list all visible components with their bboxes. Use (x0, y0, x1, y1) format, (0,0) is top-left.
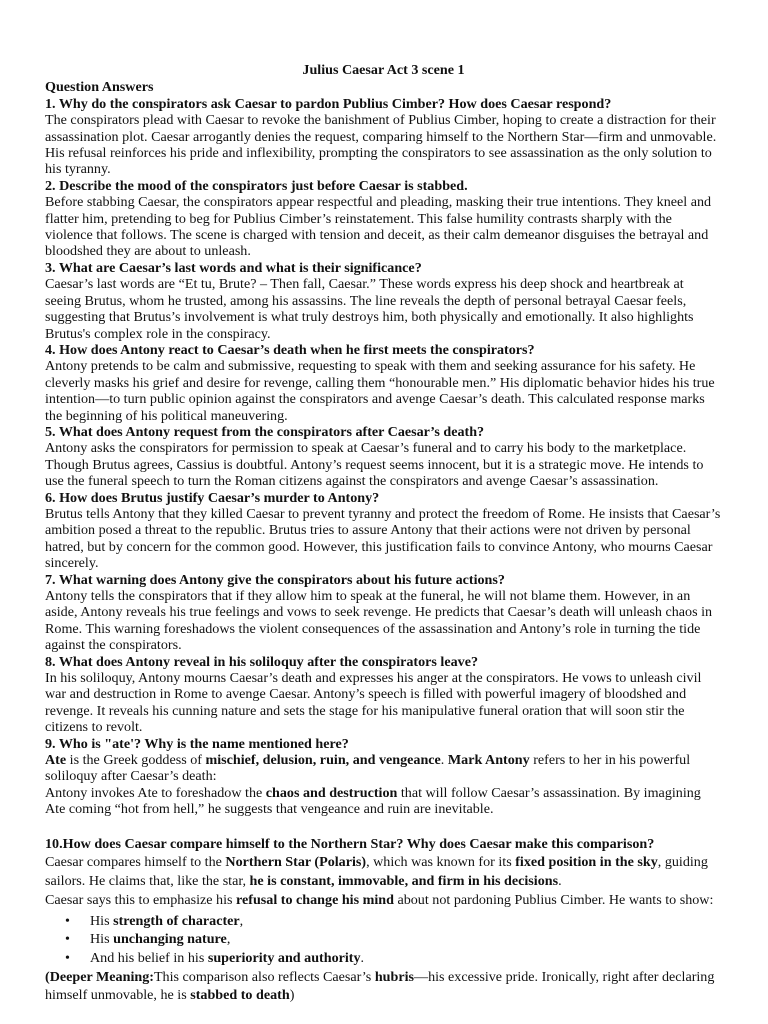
answer-7: Antony tells the conspirators that if they allow him to speak at the funeral, he will not blame them. However, in an aside, Antony reveals his true feelings and vows to seek revenge. He predicts that Caesar’s death will unleash chaos in Rome. This warning foreshadows the violent consequences of the assassination and Antony’s role in turning the tide against the conspirators. (45, 588, 713, 654)
question-9: 9. Who is "ate'? Why is the name mentioned here? (45, 735, 349, 752)
text-run: that will follow Caesar’s assassination. By imagining Ate coming “hot from hell,” he suggests that vengeance and ruin are inevitable. (45, 784, 701, 818)
bold-text: Ate (45, 752, 67, 769)
text-run: And his belief in his (90, 950, 208, 967)
bold-text: Northern Star (Polaris) (225, 854, 367, 871)
bold-text: unchanging nature (113, 931, 227, 948)
text-run: This comparison also reflects Caesar’s (153, 968, 375, 985)
text-run: , guiding sailors. He claims that, like the star, (45, 854, 708, 890)
answer-1: The conspirators plead with Caesar to revoke the banishment of Publius Cimber, hoping to create a distraction for their assassination plot. Caesar arrogantly denies the request, comparing himself to the Northern Star—firm and unmovable. His refusal reinforces his pride and inflexibility, prompting the conspirators to see assassination as the only solution to his tyranny. (45, 112, 717, 178)
bold-text: Mark Antony (447, 752, 530, 769)
question-4: 4. How does Antony react to Caesar’s death when he first meets the conspirators? (45, 341, 535, 358)
document-title: Julius Caesar Act 3 scene 1 (302, 62, 465, 78)
bullet-icon: • (65, 912, 70, 929)
bold-text: mischief, delusion, ruin, and vengeance (205, 752, 441, 769)
question-10: 10.How does Caesar compare himself to the Northern Star? Why does Caesar make this comparison? (45, 835, 655, 852)
text-run: . (440, 752, 448, 769)
text-run: ) (289, 987, 295, 1004)
text-run: His (90, 912, 114, 929)
text-run: . (558, 873, 562, 890)
answer-10-paragraph-1 (45, 853, 722, 891)
question-2: 2. Describe the mood of the conspirators just before Caesar is stabbed. (45, 177, 468, 194)
bullet-icon: • (65, 931, 70, 948)
deeper-meaning-paragraph (45, 968, 722, 1006)
answer-8: In his soliloquy, Antony mourns Caesar’s death and expresses his anger at the conspirators. He vows to unleash civil war and destruction in Rome to avenge Caesar. Antony’s speech is filled with powerful imagery of bloodshed and revenge. It reveals his cunning nature and sets the stage for his manipulative funeral oration that will soon stir the citizens to revolt. (45, 670, 702, 736)
text-run: , (239, 912, 244, 929)
question-10-block (45, 835, 722, 1006)
list-item (65, 912, 722, 931)
answer-2: Before stabbing Caesar, the conspirators appear respectful and pleading, masking their true intentions. They kneel and flatter him, pretending to beg for Publius Cimber’s reinstatement. This false humility contrasts sharply with the violence that follows. The scene is charged with tension and deceit, as their calm demeanor disguises the betrayal and bloodshed they are about to unleash. (45, 194, 712, 260)
section-heading: Question Answers (45, 79, 154, 96)
answer-6: Brutus tells Antony that they killed Caesar to prevent tyranny and protect the freedom of Rome. He insists that Caesar’s ambition posed a threat to the republic. Brutus tries to assure Antony that their actions were not driven by personal hatred, but by concern for the common good. However, this justification fails to convince Antony, who mourns Caesar sincerely. (45, 505, 721, 572)
bullet-icon: • (65, 950, 70, 967)
bold-text: hubris (374, 968, 414, 985)
question-3: 3. What are Caesar’s last words and what is their significance? (45, 259, 422, 276)
question-6: 6. How does Brutus justify Caesar’s murder to Antony? (45, 489, 380, 506)
text-run: Antony invokes Ate to foreshadow the (45, 784, 266, 801)
question-8: 8. What does Antony reveal in his soliloquy after the conspirators leave? (45, 653, 479, 670)
text-run: , which was known for its (366, 854, 516, 871)
text-run: Caesar compares himself to the (45, 854, 226, 871)
bold-text: he is constant, immovable, and firm in his decisions (249, 873, 559, 890)
bullet-list (45, 912, 722, 968)
bold-text: strength of character (113, 912, 240, 929)
paragraph-spacer (45, 818, 722, 834)
bold-text: refusal to change his mind (236, 892, 394, 909)
answer-10-paragraph-2 (45, 891, 722, 910)
text-run: . (360, 950, 365, 967)
answer-9-paragraph-2 (45, 785, 722, 818)
answer-4: Antony pretends to be calm and submissive, requesting to speak with them and seeking assurance for his safety. He cleverly masks his grief and desire for revenge, calling them “honourable men.” His diplomatic behavior hides his true intention—to turn public opinion against the conspirators and avenge Caesar’s death. This calculated response marks the beginning of his political maneuvering. (45, 358, 715, 424)
bold-text: superiority and authority (207, 950, 361, 967)
question-5: 5. What does Antony request from the conspirators after Caesar’s death? (45, 423, 485, 440)
answer-3: Caesar’s last words are “Et tu, Brute? – Then fall, Caesar.” These words express his deep shock and heartbreak at seeing Brutus, whom he trusted, among his assassins. The line reveals the depth of personal betrayal Caesar feels, suggesting that Brutus’s involvement is what truly destroys him, both physically and emotionally. It also highlights Brutus's complex role in the conspiracy. (45, 276, 694, 342)
bold-text: fixed position in the sky (515, 854, 658, 871)
bold-text: (Deeper Meaning: (45, 968, 154, 985)
text-run: is the Greek goddess of (66, 752, 206, 769)
list-item (65, 930, 722, 949)
text-run: His (90, 931, 114, 948)
list-item (65, 949, 722, 968)
bold-text: chaos and destruction (265, 784, 398, 801)
question-1: 1. Why do the conspirators ask Caesar to pardon Publius Cimber? How does Caesar respond? (45, 95, 612, 112)
answer-5: Antony asks the conspirators for permission to speak at Caesar’s funeral and to carry his body to the marketplace. Though Brutus agrees, Cassius is doubtful. Antony’s request seems innocent, but it is a strategic move. He intends to use the funeral speech to turn the Roman citizens against the conspirators and avenge Caesar’s assassination. (45, 440, 704, 490)
text-run: , (226, 931, 231, 948)
text-run: about not pardoning Publius Cimber. He wants to show: (393, 892, 714, 909)
text-run: —his excessive pride. Ironically, right after declaring himself unmovable, he is (45, 968, 715, 1004)
text-run: Caesar says this to emphasize his (45, 892, 237, 909)
question-7: 7. What warning does Antony give the conspirators about his future actions? (45, 571, 505, 588)
text-run: refers to her in his powerful soliloquy after Caesar’s death: (45, 752, 691, 785)
answer-9-paragraph-1 (45, 752, 722, 785)
bold-text: stabbed to death (190, 987, 290, 1004)
